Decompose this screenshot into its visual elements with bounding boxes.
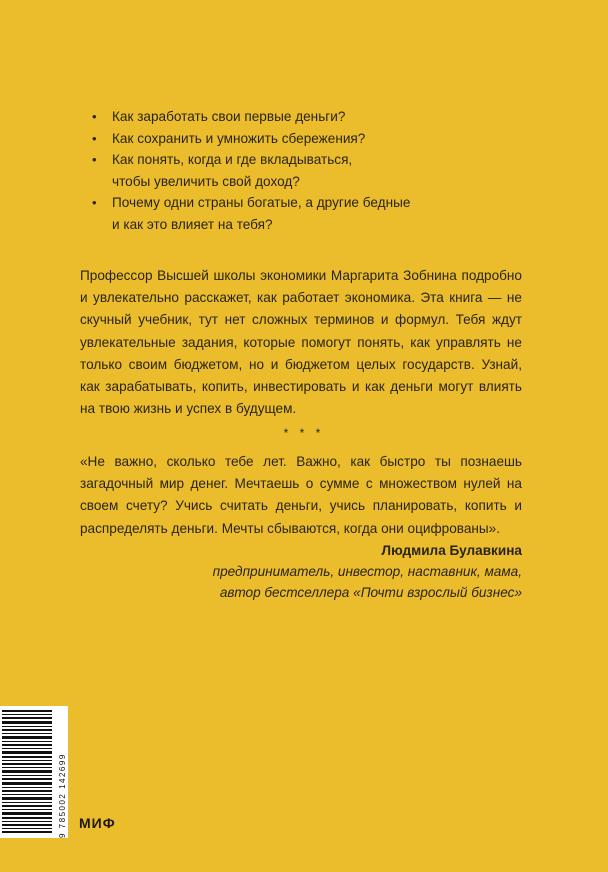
publisher-logo: МИФ xyxy=(79,815,116,831)
author-role-line: предприниматель, инвестор, наставник, мама, xyxy=(212,564,522,579)
author-name: Людмила Булавкина xyxy=(381,543,522,558)
question-item: • Как понять, когда и где вкладываться, чтобы увеличить свой доход? xyxy=(92,149,472,192)
question-list xyxy=(92,106,472,235)
question-item: • Как заработать свои первые деньги? xyxy=(92,106,472,128)
testimonial-author xyxy=(213,540,522,603)
testimonial-quote: «Не важно, сколько тебе лет. Важно, как быстро ты познаешь загадочный мир денег. Мечтаешь о сумме с множеством нулей на своем счету? Учись считать деньги, учись планировать, копить и распределять деньги. Мечты сбываются, когда они оцифрованы». xyxy=(80,454,522,536)
author-role-line: автор бестселлера «Почти взрослый бизнес» xyxy=(219,585,522,600)
question-item: • Как сохранить и умножить сбережения? xyxy=(92,128,472,150)
isbn-digits: 9 785002 142699 xyxy=(58,753,67,838)
question-item: • Почему одни страны богатые, а другие бедные и как это влияет на тебя? xyxy=(92,192,472,235)
book-description: Профессор Высшей школы экономики Маргарита Зобнина подробно и увлекательно расскажет, как работает экономика. Эта книга — не скучный учебник, тут нет сложных терминов и формул. Тебя ждут увлекательные задания, которые помогут понять, как управлять не только своим бюджетом, но и бюджетом целых государств. Узнай, как зарабатывать, копить, инвестировать и как деньги могут влиять на твою жизнь и успех в будущем. xyxy=(80,268,522,417)
section-separator: * * * xyxy=(283,426,325,440)
